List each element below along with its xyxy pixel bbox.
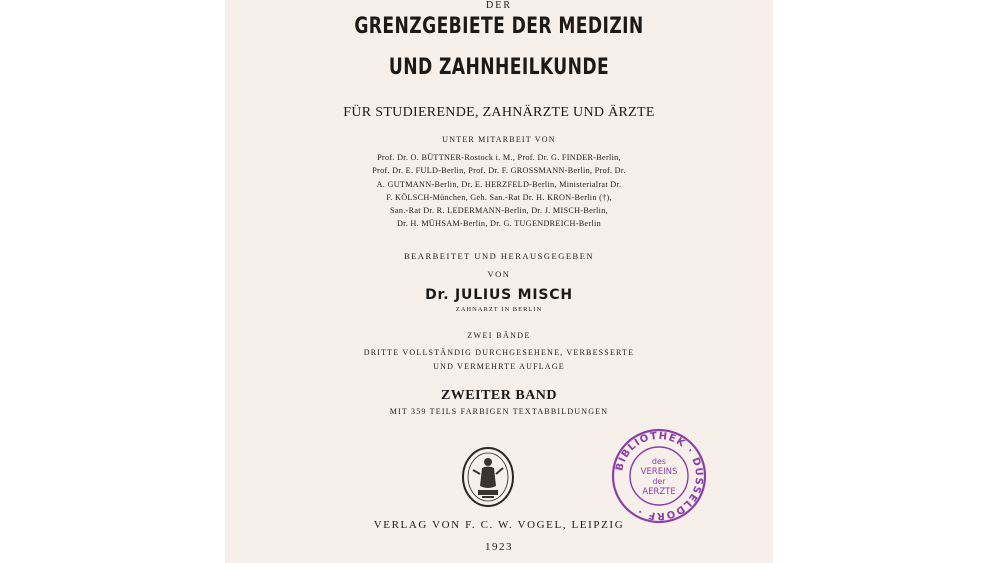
edited-by-label: BEARBEITET UND HERAUSGEGEBEN	[403, 251, 595, 261]
contributor-line: Dr. H. MÜHSAM-Berlin, Dr. G. TUGENDREICH-Berlin	[396, 219, 602, 229]
contributor-line: Prof. Dr. O. BÜTTNER-Rostock i. M., Prof. Dr. G. FINDER-Berlin,	[377, 153, 621, 162]
title-line-1: GRENZGEBIETE DER MEDIZIN	[354, 14, 644, 39]
publication-year: 1923	[485, 541, 513, 553]
stamp-center-line: des	[651, 457, 667, 466]
illustrations-note: MIT 359 TEILS FARBIGEN TEXTABBILDUNGEN	[389, 407, 609, 416]
volume-title: ZWEITER BAND	[440, 388, 558, 403]
publisher-emblem-icon	[461, 446, 515, 508]
volumes-label: ZWEI BÄNDE	[467, 331, 531, 340]
library-stamp	[610, 427, 708, 525]
title-line-2: UND ZAHNHEILKUNDE	[388, 55, 610, 80]
stamp-center-line: VEREINS	[640, 467, 678, 477]
contributors-heading: UNTER MITARBEIT VON	[442, 135, 556, 144]
contributor-line: Prof. Dr. E. FULD-Berlin, Prof. Dr. F. GROSSMANN-Berlin, Prof. Dr.	[372, 166, 626, 176]
der-label: DER	[486, 0, 512, 11]
editor-role: ZAHNARZT IN BERLIN	[455, 306, 543, 313]
publisher-name: VERLAG VON F. C. W. VOGEL, LEIPZIG	[373, 519, 625, 531]
title-page	[225, 0, 773, 563]
subtitle: FÜR STUDIERENDE, ZAHNÄRZTE UND ÄRZTE	[343, 105, 655, 120]
stamp-center-line: AERZTE	[642, 487, 676, 497]
stamp-ring-text: BIBLIOTHEK · DÜSSELDORF ·	[614, 430, 705, 522]
contributor-line: A. GUTMANN-Berlin, Dr. E. HERZFELD-Berlin, Ministerialrat Dr.	[376, 179, 622, 189]
edition-line-1: DRITTE VOLLSTÄNDIG DURCHGESEHENE, VERBESSERTE	[363, 348, 635, 357]
stamp-center-line: der	[652, 477, 666, 486]
contributors-list	[225, 151, 773, 231]
contributor-line: San.-Rat Dr. R. LEDERMANN-Berlin, Dr. J. MISCH-Berlin,	[390, 206, 608, 216]
contributor-line: F. KÖLSCH-München, Geh. San.-Rat Dr. H. KRON-Berlin (†),	[386, 192, 612, 202]
von-label: VON	[487, 269, 511, 279]
edition-line-2: UND VERMEHRTE AUFLAGE	[433, 362, 565, 371]
editor-name: Dr. JULIUS MISCH	[425, 287, 573, 303]
